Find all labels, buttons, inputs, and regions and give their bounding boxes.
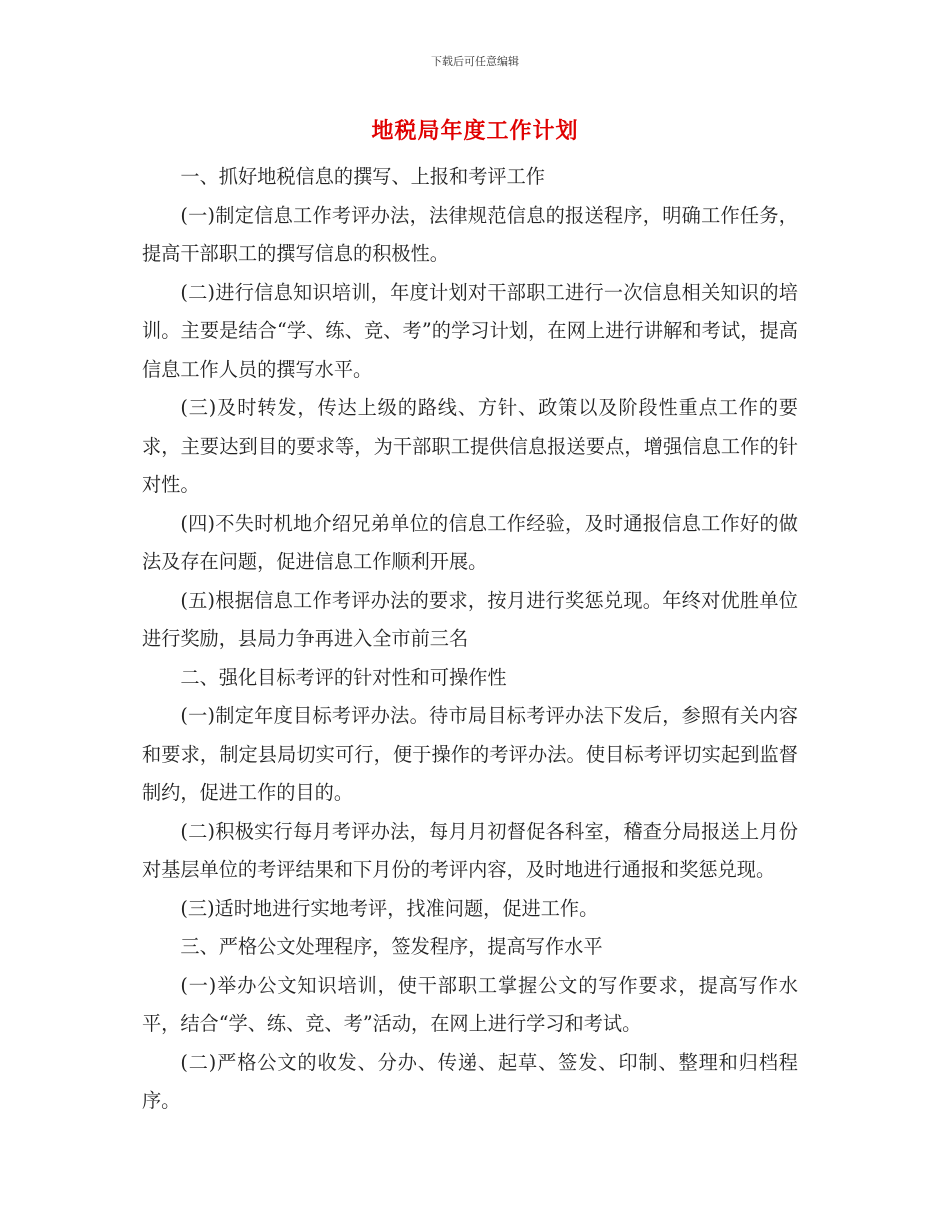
paragraph: (四)不失时机地介绍兄弟单位的信息工作经验，及时通报信息工作好的做法及存在问题，促进信息工作顺利开展。 (142, 511, 798, 573)
document-body (142, 158, 798, 1121)
paragraph: (一)制定信息工作考评办法，法律规范信息的报送程序，明确工作任务，提高干部职工的撰写信息的积极性。 (142, 203, 798, 265)
page-header-note: 下载后可任意编辑 (431, 55, 519, 68)
paragraph: (三)适时地进行实地考评，找准问题，促进工作。 (180, 896, 599, 920)
paragraph: (二)积极实行每月考评办法，每月月初督促各科室，稽查分局报送上月份对基层单位的考评结果和下月份的考评内容，及时地进行通报和奖惩兑现。 (142, 819, 798, 881)
paragraph: (五)根据信息工作考评办法的要求，按月进行奖惩兑现。年终对优胜单位进行奖励，县局力争再进入全市前三名 (142, 588, 798, 650)
paragraph: (二)严格公文的收发、分办、传递、起草、签发、印制、整理和归档程序。 (142, 1050, 798, 1112)
paragraph: (一)举办公文知识培训，使干部职工掌握公文的写作要求，提高写作水平，结合“学、练、竞、考”活动，在网上进行学习和考试。 (142, 973, 798, 1035)
document-title: 地税局年度工作计划 (371, 118, 579, 144)
section-heading-3: 三、严格公文处理程序，签发程序，提高写作水平 (180, 935, 603, 958)
paragraph: (二)进行信息知识培训，年度计划对干部职工进行一次信息相关知识的培训。主要是结合“学、练、竞、考”的学习计划，在网上进行讲解和考试，提高信息工作人员的撰写水平。 (142, 280, 798, 381)
section-heading-2: 二、强化目标考评的针对性和可操作性 (180, 665, 507, 689)
paragraph: (一)制定年度目标考评办法。待市局目标考评办法下发后，参照有关内容和要求，制定县局切实可行，便于操作的考评办法。使目标考评切实起到监督制约，促进工作的目的。 (142, 704, 798, 804)
section-heading-1: 一、抓好地税信息的撰写、上报和考评工作 (180, 165, 545, 188)
paragraph: (三)及时转发，传达上级的路线、方针、政策以及阶段性重点工作的要求，主要达到目的要求等，为干部职工提供信息报送要点，增强信息工作的针对性。 (142, 396, 798, 496)
